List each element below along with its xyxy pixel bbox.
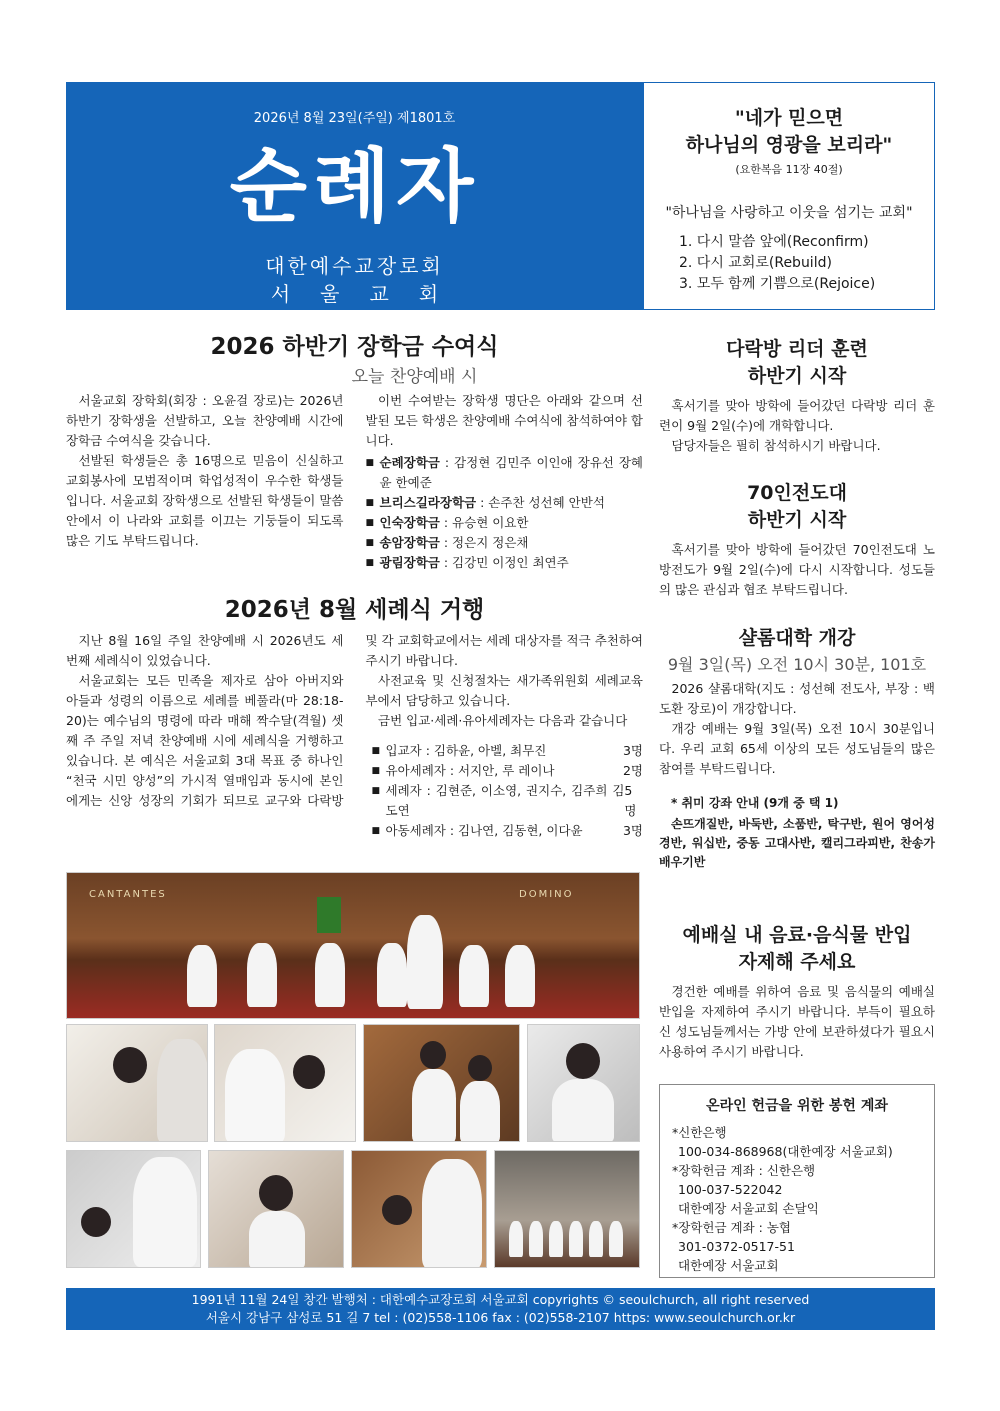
scholarship-body: 서울교회 장학회(회장 : 오윤걸 장로)는 2026년 하반기 장학생을 선발하고, 오늘 찬양예배 시간에 장학금 수여식을 갖습니다. 선발된 학생들은 총 16명으로 믿음이 신실하고 교회봉사에 모범적이며 학업성적이 우수한 학생들입니다. 서울교회 장학생으로 선발된 학생들이 말씀 안에서 이 나라와 교회를 이끄는 기둥들이 되도록 많은 기도 부탁드립니다. 이번 수여받는 장학생 명단은 아래와 같으며 선발된 모든 학생은 찬양예배 수여식에 참석하여야 합니다. ■ 순례장학금 : 감정현 김민주 이인애 장유선 장혜윤 한예준 ■ 브리스길라장학금 : 손주찬 성선혜 안반석 ■ 인숙장학금 : 유승현 이요한 ■ 송암장학금 : 정은지 정은채 ■ 광림장학금 : 김강민 이정인 최연주 <box>66 391 643 583</box>
baptism-roster <box>366 741 644 841</box>
footer-contact: 서울시 강남구 삼성로 51 길 7 tel : (02)558-1106 fax : (02)558-2107 https: www.seoulchurch.or.kr <box>205 1310 796 1325</box>
denomination-name: 대한예수교장로회 <box>265 254 444 278</box>
list-item: ■ 유아세례자 : 서지안, 루 레이나 2명 <box>372 761 644 781</box>
list-item: 100-034-868968(대한예장 서울교회) <box>678 1144 893 1159</box>
hobby-courses <box>659 793 935 872</box>
food-body: 경건한 예배를 위하여 음료 및 음식물의 예배실 반입을 자제하여 주시기 바랍니다. 부득이 필요하신 성도님들께서는 가방 안에 보관하셨다가 필요시 사용하여 주시기 바랍니다. <box>659 984 935 1059</box>
list-item: ■ 브리스길라장학금 : 손주찬 성선혜 안반석 <box>366 493 644 513</box>
baptism-title: 2026년 8월 세례식 거행 <box>224 597 485 623</box>
list-item: ■ 인숙장학금 : 유승현 이요한 <box>366 513 644 533</box>
list-item: 3. 모두 함께 기쁨으로(Rejoice) <box>679 276 876 292</box>
shalom-body: 2026 샬롬대학(지도 : 성선혜 전도사, 부장 : 백도환 장로)이 개강합니다. 개강 예배는 9월 3일(목) 오전 10시 30분입니다. 우리 교회 65세 이상의 모든 성도님들의 많은 참여를 부탁드립니다. <box>659 681 935 776</box>
photo-sign-right: DOMINO <box>519 889 574 900</box>
list-item: 1. 다시 말씀 앞에(Reconfirm) <box>679 234 869 250</box>
footer <box>66 1288 935 1330</box>
list-item: *신한은행 <box>672 1125 727 1140</box>
hobby-title: * 취미 강좌 안내 (9개 중 택 1) <box>671 796 839 810</box>
list-item: ■ 광림장학금 : 김강민 이정인 최연주 <box>366 553 644 573</box>
leader-training-body: 혹서기를 맞아 방학에 들어갔던 다락방 리더 훈련이 9월 2일(수)에 개학합니다. 담당자들은 필히 참석하시기 바랍니다. <box>659 398 935 453</box>
scholarship-subtitle: 오늘 찬양예배 시 <box>351 367 478 387</box>
list-item: ■ 아동세례자 : 김나연, 김동현, 이다윤 3명 <box>372 821 644 841</box>
motto-verse: "네가 믿으면 하나님의 영광을 보리라" <box>685 107 893 156</box>
list-item: ■ 송암장학금 : 정은지 정은채 <box>366 533 644 553</box>
food-title: 예배실 내 음료·음식물 반입 자제해 주세요 <box>682 924 912 973</box>
photo-adult-baptism <box>351 1150 487 1268</box>
issue-date: 2026년 8월 23일(주일) 제1801호 <box>253 111 456 126</box>
photo-praying-member <box>527 1024 640 1142</box>
verse-reference: (요한복음 11장 40절) <box>735 163 843 176</box>
evangelism-title: 70인전도대 하반기 시작 <box>747 482 847 531</box>
leader-training-section <box>659 336 935 456</box>
list-item: 2. 다시 교회로(Rebuild) <box>679 255 832 271</box>
photo-confirmation-vow <box>363 1024 520 1142</box>
list-item: *장학헌금 계좌 : 신한은행 <box>672 1163 816 1178</box>
vision-list <box>679 232 934 295</box>
list-item: ■ 입교자 : 김하윤, 아벨, 최무진 3명 <box>372 741 644 761</box>
list-item: 301-0372-0517-51 <box>678 1239 795 1254</box>
photo-youth-baptism <box>208 1150 344 1268</box>
motto-box <box>643 82 935 310</box>
photo-child-baptism <box>66 1150 201 1268</box>
church-name: 서울교회 <box>270 282 469 306</box>
accounts-title: 온라인 헌금을 위한 봉헌 계좌 <box>706 1098 888 1114</box>
masthead <box>66 82 643 310</box>
baptism-main-photo <box>66 872 640 1019</box>
list-item: 대한예장 서울교회 손달익 <box>678 1201 819 1216</box>
list-item: 대한예장 서울교회 <box>678 1258 779 1273</box>
newsletter-logo: 순례자 <box>229 140 480 233</box>
footer-publisher: 1991년 11월 24일 창간 발행처 : 대한예수교장로회 서울교회 copyrights © seoulchurch, all right reserved <box>191 1292 810 1307</box>
shalom-subtitle: 9월 3일(목) 오전 10시 30분, 101호 <box>667 655 927 674</box>
photo-infant-baptism <box>66 1024 208 1142</box>
shalom-section <box>659 625 935 872</box>
list-item: ■ 세례자 : 김현준, 이소영, 권지수, 김주희 김도연 5명 <box>372 781 644 821</box>
photo-sign-left: CANTANTES <box>89 889 167 900</box>
scholarship-section <box>66 333 643 583</box>
baptism-body: 지난 8월 16일 주일 찬양예배 시 2026년도 세 번째 세례식이 있었습니다. 서울교회는 모든 민족을 제자로 삼아 아버지와 아들과 성령의 이름으로 세례를 베풀라(마 28:18-20)는 예수님의 명령에 따라 매해 짝수달(격월) 셋째 주 주일 저녁 찬양예배 시에 세례식을 거행하고 있습니다. 본 예식은 서울교회 3대 목표 중 하나인 “천국 시민 양성”의 가시적 열매임과 동시에 본인에게는 신앙 성장의 기회가 되므로 교구와 다락방 및 각 교회학교에서는 세례 대상자를 적극 추천하여 주시기 바랍니다. 사전교육 및 신청절차는 새가족위원회 세례교육부에서 담당하고 있습니다. 금번 입교·세례·유아세례자는 다음과 같습니다 ■ 입교자 : 김하윤, 아벨, 최무진 3명 ■ 유아세례자 : 서지안, 루 레이나 2명 ■ 세례자 : 김현준, 이소영, 권지수, 김주희 김도연 5명 ■ 아동세례자 : 김나연, 김동현, 이다윤 3명 <box>66 631 643 869</box>
cross-banner-icon <box>317 897 341 933</box>
hobby-list: 손뜨개질반, 바둑반, 소품반, 탁구반, 원어 영어성경반, 워십반, 중동 고대사반, 캘리그라피반, 찬송가 배우기반 <box>659 817 935 869</box>
food-section <box>659 922 935 1062</box>
photo-infant-baptism-2 <box>214 1024 356 1142</box>
evangelism-body: 혹서기를 맞아 방학에 들어갔던 70인전도대 노방전도가 9월 2일(수)에 다시 시작합니다. 성도들의 많은 관심과 협조 부탁드립니다. <box>659 542 935 597</box>
list-item: *장학헌금 계좌 : 농협 <box>672 1220 791 1235</box>
evangelism-section <box>659 480 935 600</box>
baptism-section <box>66 596 643 869</box>
photo-congregation <box>494 1150 640 1268</box>
list-item: ■ 순례장학금 : 감정현 김민주 이인애 장유선 장혜윤 한예준 <box>366 453 644 493</box>
church-vision: "하나님을 사랑하고 이웃을 섬기는 교회" <box>665 205 913 221</box>
leader-training-title: 다락방 리더 훈련 하반기 시작 <box>726 338 868 387</box>
donation-accounts-box <box>659 1084 935 1278</box>
scholarship-title: 2026 하반기 장학금 수여식 <box>210 334 499 360</box>
award-list <box>366 453 644 573</box>
shalom-title: 샬롬대학 개강 <box>738 627 856 649</box>
list-item: 100-037-522042 <box>678 1182 783 1197</box>
